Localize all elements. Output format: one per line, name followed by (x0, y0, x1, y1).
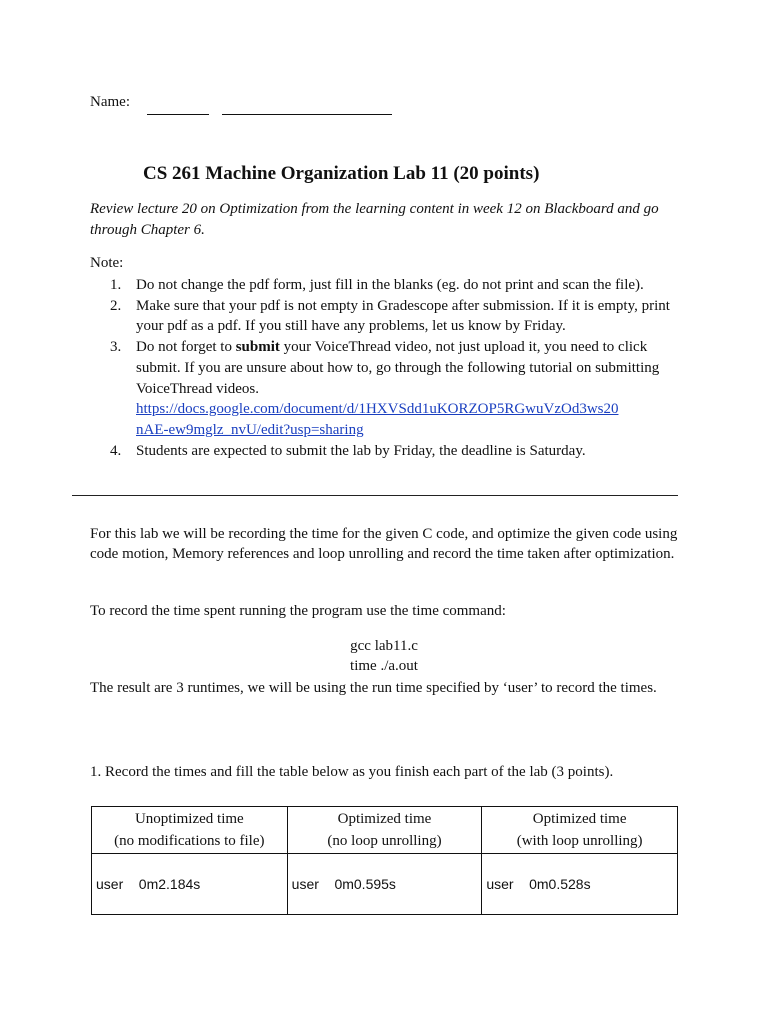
note-number: 2. (110, 297, 122, 314)
name-field-line-1[interactable] (147, 114, 209, 115)
name-field-line-2[interactable] (222, 114, 392, 115)
intro-text: Review lecture 20 on Optimization from the learning content in week 12 on Blackboard and go through Chapter 6. (90, 201, 659, 238)
name-label: Name: (90, 94, 130, 110)
command-compile: gcc lab11.c (350, 638, 418, 654)
note-item-4 (90, 441, 675, 462)
command-time: time ./a.out (350, 658, 418, 674)
runtime-explanation: The result are 3 runtimes, we will be using the run time specified by ‘user’ to record the times. (90, 680, 657, 696)
header-optimized-unroll (482, 807, 678, 854)
results-table (91, 806, 678, 915)
time-command-instruction: To record the time spent running the program use the time command: (90, 603, 506, 619)
header-line-2: (with loop unrolling) (516, 833, 643, 849)
header-line-2: (no loop unrolling) (327, 833, 442, 849)
section-divider (72, 495, 678, 496)
time-cell-unoptimized[interactable] (92, 854, 288, 915)
header-line-1: Unoptimized time (134, 811, 244, 827)
header-optimized-no-unroll (287, 807, 482, 854)
note-item-3 (90, 337, 675, 441)
note-label: Note: (90, 255, 124, 271)
tutorial-link-line-2[interactable]: nAE-ew9mglz_nvU/edit?usp=sharing (136, 421, 364, 438)
tutorial-link-line-1[interactable]: https://docs.google.com/document/d/1HXVSdd1uKORZOP5RGwuVzOd3ws20 (136, 401, 619, 418)
header-line-1: Optimized time (532, 811, 627, 827)
note-text: Do not change the pdf form, just fill in the blanks (eg. do not print and scan the file). (136, 277, 644, 293)
note-item-2 (90, 296, 675, 337)
time-cell-optimized-unroll[interactable] (482, 854, 678, 915)
note-item-1 (90, 275, 675, 296)
time-value[interactable]: user 0m0.528s (486, 876, 591, 892)
page-title: CS 261 Machine Organization Lab 11 (20 points) (143, 163, 540, 184)
time-value[interactable]: user 0m2.184s (96, 876, 201, 892)
note-text-before: Do not forget to (136, 339, 236, 356)
time-value[interactable]: user 0m0.595s (291, 876, 396, 892)
question-1: 1. Record the times and fill the table below as you finish each part of the lab (3 points). (90, 764, 614, 780)
note-text: Make sure that your pdf is not empty in Gradescope after submission. If it is empty, print your pdf as a pdf. If you still have any problems, let us know by Friday. (136, 297, 670, 335)
note-text: Students are expected to submit the lab by Friday, the deadline is Saturday. (136, 442, 586, 459)
note-text-after: your VoiceThread video, not just upload it, you need to click submit. If you are unsure about how to, go through the following tutorial on submitting VoiceThread videos. (136, 339, 660, 397)
note-number: 3. (110, 339, 122, 356)
notes-list (90, 275, 675, 461)
table-header-row (92, 807, 678, 854)
tutorial-link[interactable] (136, 401, 618, 438)
note-text-bold: submit (235, 339, 280, 356)
note-number: 4. (110, 442, 122, 459)
header-line-2: (no modifications to file) (114, 833, 265, 849)
table-row (92, 854, 678, 915)
time-cell-optimized-no-unroll[interactable] (287, 854, 482, 915)
lab-description: For this lab we will be recording the time for the given C code, and optimize the given code using code motion, Memory references and loop unrolling and record the time taken after optimization. (90, 526, 678, 562)
header-unoptimized (92, 807, 288, 854)
header-line-1: Optimized time (337, 811, 432, 827)
note-number: 1. (110, 277, 122, 293)
